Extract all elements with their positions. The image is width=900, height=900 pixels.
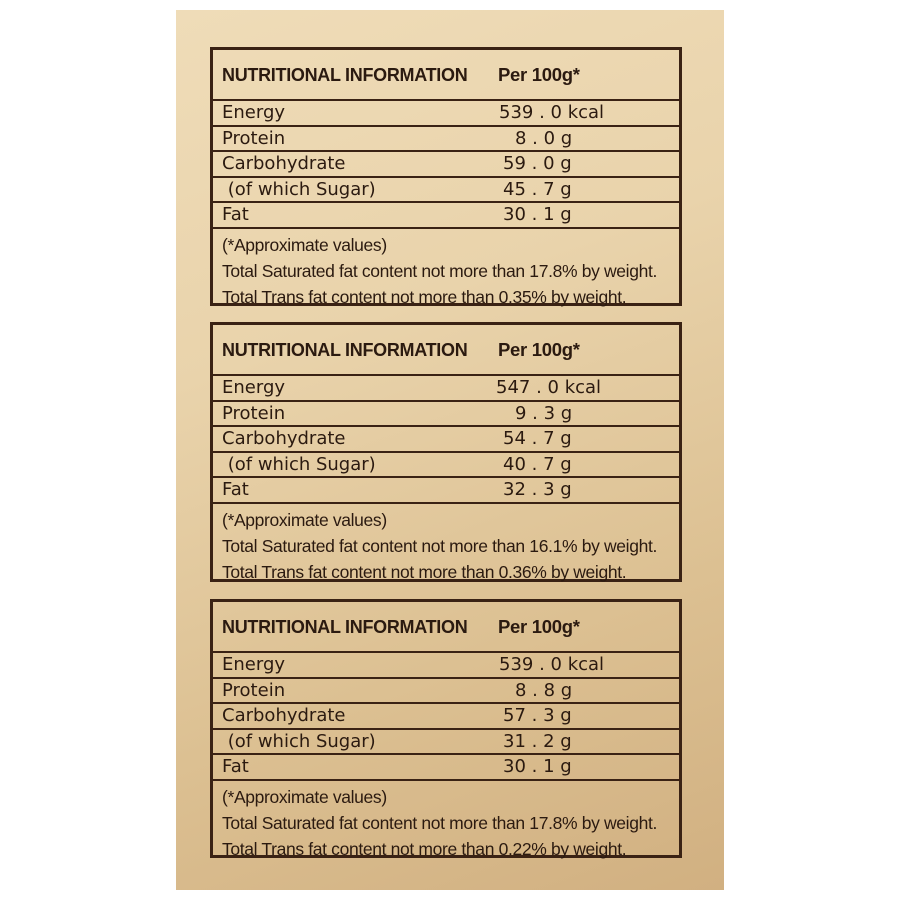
panel-title: NUTRITIONAL INFORMATION bbox=[222, 340, 468, 360]
note-saturated-fat: Total Saturated fat content not more than 16.1% by weight. bbox=[222, 535, 657, 556]
nutrient-value: 9 . 3 g bbox=[515, 402, 573, 424]
nutrient-name: Energy bbox=[222, 377, 286, 398]
panel-title: NUTRITIONAL INFORMATION bbox=[222, 617, 468, 637]
nutrient-name: Protein bbox=[222, 402, 286, 424]
nutrient-name: Fat bbox=[222, 756, 249, 777]
nutrient-name: (of which Sugar) bbox=[222, 453, 376, 475]
panel-notes bbox=[213, 781, 679, 863]
nutrient-name: Carbohydrate bbox=[222, 153, 346, 174]
note-trans-fat: Total Trans fat content not more than 0.36% by weight. bbox=[222, 561, 627, 582]
nutrient-name: Fat bbox=[222, 479, 249, 500]
panel-header bbox=[213, 325, 679, 376]
nutrient-value: 40 . 7 g bbox=[503, 453, 572, 475]
nutrient-name: Carbohydrate bbox=[222, 705, 346, 726]
nutrient-name: Carbohydrate bbox=[222, 428, 346, 449]
nutrient-name: Protein bbox=[222, 127, 286, 149]
nutrient-value: 32 . 3 g bbox=[503, 479, 572, 500]
note-approximate: (*Approximate values) bbox=[222, 234, 387, 255]
nutrient-row-energy bbox=[213, 653, 679, 679]
nutrient-name: (of which Sugar) bbox=[222, 730, 376, 752]
nutrient-row-protein bbox=[213, 127, 679, 153]
nutrient-value: 57 . 3 g bbox=[503, 705, 572, 726]
nutrient-value: 30 . 1 g bbox=[503, 756, 572, 777]
nutrient-row-carbohydrate bbox=[213, 704, 679, 730]
per-serving-label: Per 100g* bbox=[498, 339, 580, 360]
nutrient-row-fat bbox=[213, 203, 679, 229]
nutrient-row-sugar bbox=[213, 453, 679, 479]
note-saturated-fat: Total Saturated fat content not more than 17.8% by weight. bbox=[222, 260, 657, 281]
nutrient-name: Energy bbox=[222, 102, 286, 123]
nutrient-row-energy bbox=[213, 101, 679, 127]
nutrient-row-protein bbox=[213, 402, 679, 428]
per-serving-label: Per 100g* bbox=[498, 616, 580, 637]
nutrient-row-energy bbox=[213, 376, 679, 402]
nutrient-name: (of which Sugar) bbox=[222, 178, 376, 200]
nutrition-panel-2 bbox=[210, 322, 682, 582]
panel-header bbox=[213, 602, 679, 653]
nutrition-panel-1 bbox=[210, 47, 682, 306]
nutrient-value: 547 . 0 kcal bbox=[496, 377, 602, 398]
note-trans-fat: Total Trans fat content not more than 0.22% by weight. bbox=[222, 838, 627, 859]
nutrient-value: 8 . 8 g bbox=[515, 679, 573, 701]
nutrient-value: 31 . 2 g bbox=[503, 730, 572, 752]
nutrient-row-carbohydrate bbox=[213, 152, 679, 178]
nutrient-name: Fat bbox=[222, 204, 249, 225]
nutrient-value: 30 . 1 g bbox=[503, 204, 572, 225]
note-approximate: (*Approximate values) bbox=[222, 509, 387, 530]
nutrient-name: Protein bbox=[222, 679, 286, 701]
nutrition-panel-3 bbox=[210, 599, 682, 858]
nutrient-row-sugar bbox=[213, 730, 679, 756]
nutrient-name: Energy bbox=[222, 654, 286, 675]
nutrient-value: 539 . 0 kcal bbox=[499, 654, 605, 675]
nutrient-row-carbohydrate bbox=[213, 427, 679, 453]
panel-title: NUTRITIONAL INFORMATION bbox=[222, 65, 468, 85]
nutrient-value: 539 . 0 kcal bbox=[499, 102, 605, 123]
note-saturated-fat: Total Saturated fat content not more than 17.8% by weight. bbox=[222, 812, 657, 833]
panel-notes bbox=[213, 229, 679, 311]
nutrient-row-protein bbox=[213, 679, 679, 705]
nutrient-value: 45 . 7 g bbox=[503, 178, 572, 200]
nutrient-row-fat bbox=[213, 478, 679, 504]
nutrient-row-fat bbox=[213, 755, 679, 781]
nutrient-value: 59 . 0 g bbox=[503, 153, 572, 174]
nutrient-value: 8 . 0 g bbox=[515, 127, 573, 149]
note-approximate: (*Approximate values) bbox=[222, 786, 387, 807]
nutrient-value: 54 . 7 g bbox=[503, 428, 572, 449]
per-serving-label: Per 100g* bbox=[498, 64, 580, 85]
panel-header bbox=[213, 50, 679, 101]
panel-notes bbox=[213, 504, 679, 586]
nutrient-row-sugar bbox=[213, 178, 679, 204]
note-trans-fat: Total Trans fat content not more than 0.35% by weight. bbox=[222, 286, 627, 307]
